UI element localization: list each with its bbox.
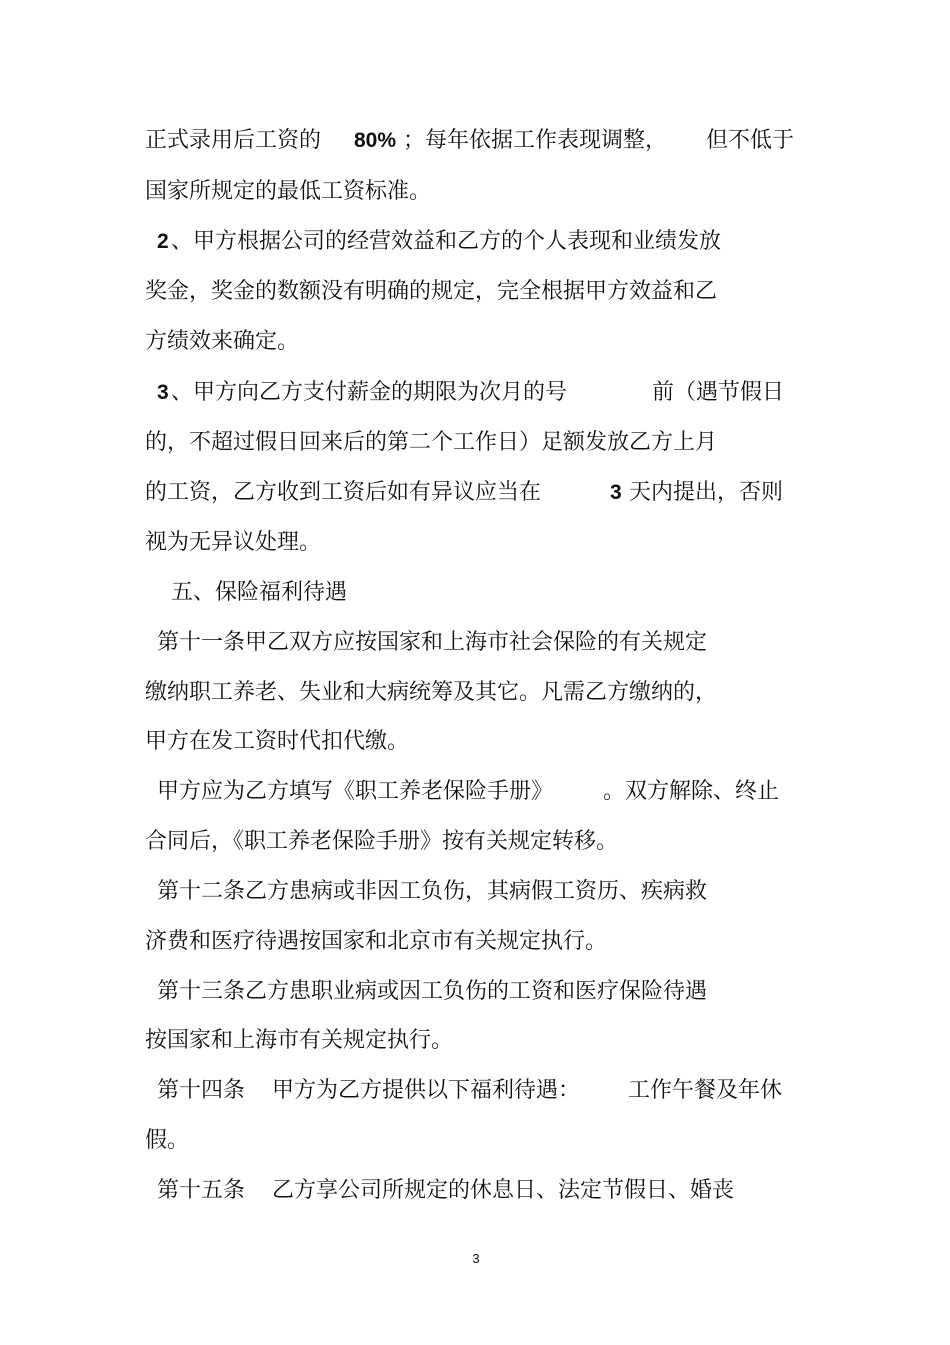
text-line bbox=[0, 322, 950, 362]
text-line bbox=[0, 272, 950, 312]
text-span: ；每年依据工作表现调整， bbox=[403, 128, 668, 153]
text-span: 乙方享公司所规定的休息日、法定节假日、婚丧 bbox=[272, 1178, 735, 1203]
text-line bbox=[0, 1171, 950, 1211]
text-line bbox=[0, 222, 950, 262]
number-span: 3 bbox=[157, 381, 169, 404]
text-line bbox=[0, 172, 950, 212]
text-line bbox=[0, 872, 950, 912]
text-span: 奖金，奖金的数额没有明确的规定，完全根据甲方效益和乙 bbox=[145, 279, 718, 304]
text-span: 的工资，乙方收到工资后如有异议应当在 bbox=[145, 480, 542, 505]
text-span: 第十四条 bbox=[157, 1078, 246, 1103]
text-span: 的，不超过假日回来后的第二个工作日）足额发放乙方上月 bbox=[145, 430, 718, 455]
text-line bbox=[0, 822, 950, 862]
section-heading bbox=[0, 573, 950, 613]
text-line bbox=[0, 1071, 950, 1111]
text-span: 济费和医疗待遇按国家和北京市有关规定执行。 bbox=[145, 929, 608, 954]
text-span: 假。 bbox=[145, 1128, 190, 1153]
text-span: 合同后，《职工养老保险手册》按有关规定转移。 bbox=[145, 829, 619, 854]
text-span: 正式录用后工资的 bbox=[145, 128, 322, 153]
text-span: 第十五条 bbox=[157, 1178, 246, 1203]
number-span: 80% bbox=[354, 129, 397, 152]
page-number: 3 bbox=[472, 1251, 480, 1266]
text-line bbox=[0, 623, 950, 663]
text-line bbox=[0, 772, 950, 812]
text-line bbox=[0, 1121, 950, 1161]
text-span: 第十三条乙方患职业病或因工负伤的工资和医疗保险待遇 bbox=[157, 979, 708, 1004]
text-span: 方绩效来确定。 bbox=[145, 329, 300, 354]
text-line bbox=[0, 423, 950, 463]
text-span: 甲方在发工资时代扣代缴。 bbox=[145, 729, 410, 754]
text-span: 按国家和上海市有关规定执行。 bbox=[145, 1028, 454, 1053]
text-line bbox=[0, 523, 950, 563]
text-span: 、甲方根据公司的经营效益和乙方的个人表现和业绩发放 bbox=[171, 229, 722, 254]
text-line bbox=[0, 922, 950, 962]
text-span: 前（遇节假日 bbox=[652, 380, 785, 405]
text-span: 五、保险福利待遇 bbox=[171, 580, 348, 605]
text-line bbox=[0, 373, 950, 413]
text-span: 国家所规定的最低工资标准。 bbox=[145, 179, 432, 204]
text-line bbox=[0, 972, 950, 1012]
number-span: 2 bbox=[157, 230, 169, 253]
text-span: 缴纳职工养老、失业和大病统筹及其它。凡需乙方缴纳的， bbox=[145, 680, 718, 705]
text-span: 视为无异议处理。 bbox=[145, 530, 322, 555]
text-span: 。双方解除、终止 bbox=[603, 779, 780, 804]
text-line bbox=[0, 1021, 950, 1061]
text-span: 、甲方向乙方支付薪金的期限为次月的号 bbox=[171, 380, 568, 405]
text-span: 工作午餐及年休 bbox=[628, 1078, 783, 1103]
text-span: 第十一条甲乙双方应按国家和上海市社会保险的有关规定 bbox=[157, 630, 708, 655]
text-line bbox=[0, 722, 950, 762]
text-span: 第十二条乙方患病或非因工负伤，其病假工资历、疾病救 bbox=[157, 879, 708, 904]
text-span: 但不低于 bbox=[706, 128, 795, 153]
text-line bbox=[0, 121, 950, 161]
text-span: 甲方应为乙方填写《职工养老保险手册》 bbox=[157, 779, 554, 804]
text-span: 天内提出，否则 bbox=[629, 480, 784, 505]
text-line bbox=[0, 673, 950, 713]
number-span: 3 bbox=[610, 481, 622, 504]
text-span: 甲方为乙方提供以下福利待遇： bbox=[272, 1078, 581, 1103]
text-line bbox=[0, 473, 950, 513]
